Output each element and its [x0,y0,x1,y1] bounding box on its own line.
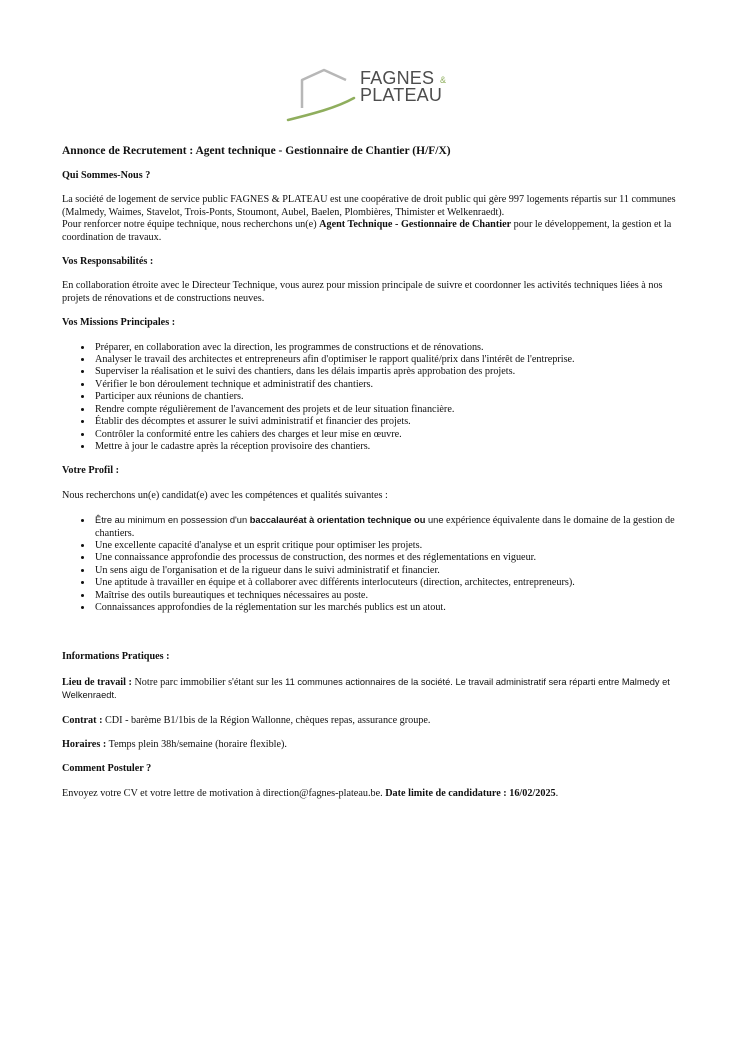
list-item: • Une excellente capacité d'analyse et un esprit critique pour optimiser les projets. [93,540,686,552]
list-item: • Connaissances approfondies de la réglementation sur les marchés publics est un atout. [93,602,686,614]
list-item: • Établir des décomptes et assurer le suivi administratif et financier des projets. [93,416,686,428]
list-item: • Préparer, en collaboration avec la direction, les programmes de constructions et de rénovations. [93,342,686,354]
page-title: Annonce de Recrutement : Agent technique - Gestionnaire de Chantier (H/F/X) [62,145,451,157]
heading-responsabilites: Vos Responsabilités : [62,256,154,268]
lieu-paragraph: Lieu de travail : Notre parc immobilier s'étant sur les 11 communes actionnaires de la société. Le travail administratif sera réparti entre Malmedy et Welkenraedt. [62,676,670,701]
logo-ampersand: & [440,75,447,85]
contrat-paragraph: Contrat : CDI - barème B1/1bis de la Région Wallonne, chèques repas, assurance groupe. [62,714,431,726]
responsabilites-text: En collaboration étroite avec le Directeur Technique, vous aurez pour mission principale de suivre et coordonner les activités techniques liées à nos projets de rénovations et de constructions neuves. [62,280,663,304]
house-logo-icon [284,64,364,126]
profil-intro: Nous recherchons un(e) candidat(e) avec les compétences et qualités suivantes : [62,489,388,501]
postuler-paragraph: Envoyez votre CV et votre lettre de motivation à direction@fagnes-plateau.be. Date limite de candidature : 16/02/2025. [62,787,559,799]
horaires-label: Horaires : [62,739,107,750]
list-item: • Rendre compte régulièrement de l'avancement des projets et de leur situation financière. [93,404,686,416]
deadline: Date limite de candidature : 16/02/2025 [385,787,556,799]
horaires-paragraph: Horaires : Temps plein 38h/semaine (horaire flexible). [62,739,287,750]
contrat-label: Contrat : [62,714,103,726]
heading-profil: Votre Profil : [62,465,119,477]
list-item: • Être au minimum en possession d'un baccalauréat à orientation technique ou une expérience équivalente dans le domaine de la gestion de chantiers. [93,514,686,540]
list-item: • Participer aux réunions de chantiers. [93,391,686,403]
qui-paragraph [62,194,686,244]
heading-missions: Vos Missions Principales : [62,317,176,329]
job-posting [62,144,686,812]
list-item: • Contrôler la conformité entre les cahiers des charges et leur mise en œuvre. [93,429,686,441]
logo-text-plateau: PLATEAU [360,85,443,105]
list-item: • Vérifier le bon déroulement technique et administratif des chantiers. [93,379,686,391]
list-item: • Une connaissance approfondie des processus de construction, des normes et des réglementations en vigueur. [93,552,686,564]
list-item: • Superviser la réalisation et le suivi des chantiers, dans les délais impartis après approbation des projets. [93,366,686,378]
job-title-inline: Agent Technique - Gestionnaire de Chantier [319,219,512,231]
list-item: • Mettre à jour le cadastre après la réception provisoire des chantiers. [93,441,686,453]
qui-text-1: La société de logement de service public FAGNES & PLATEAU est une coopérative de droit public qui gère 997 logements répartis sur 11 communes (Malmedy, Waimes, Stavelot, Trois-Ponts, Stoumont, Aubel, Baelen, Plombières, Thimister et Welkenraedt). [62,194,676,218]
lieu-label: Lieu de travail : [62,676,132,688]
missions-list [62,342,686,454]
logo-text-fagnes: FAGNES [360,68,435,88]
spacer [62,626,686,651]
heading-qui: Qui Sommes-Nous ? [62,170,151,181]
profil-list [62,514,686,614]
company-logo [284,64,464,126]
list-item: • Analyser le travail des architectes et entrepreneurs afin d'optimiser le rapport qualité/prix dans l'intérêt de l'entreprise. [93,354,686,366]
heading-informations: Informations Pratiques : [62,651,170,663]
list-item: • Un sens aigu de l'organisation et de la rigueur dans le suivi administratif et financier. [93,565,686,577]
heading-postuler: Comment Postuler ? [62,763,152,775]
list-item: • Une aptitude à travailler en équipe et à collaborer avec différents interlocuteurs (direction, architectes, entrepreneurs). [93,577,686,589]
qui-text-2a: Pour renforcer notre équipe technique, nous recherchons un(e) [62,219,320,231]
list-item: • Maîtrise des outils bureautiques et techniques nécessaires au poste. [93,590,686,602]
qui-text-2b: pour le développement, la gestion et la coordination de travaux. [62,219,672,243]
